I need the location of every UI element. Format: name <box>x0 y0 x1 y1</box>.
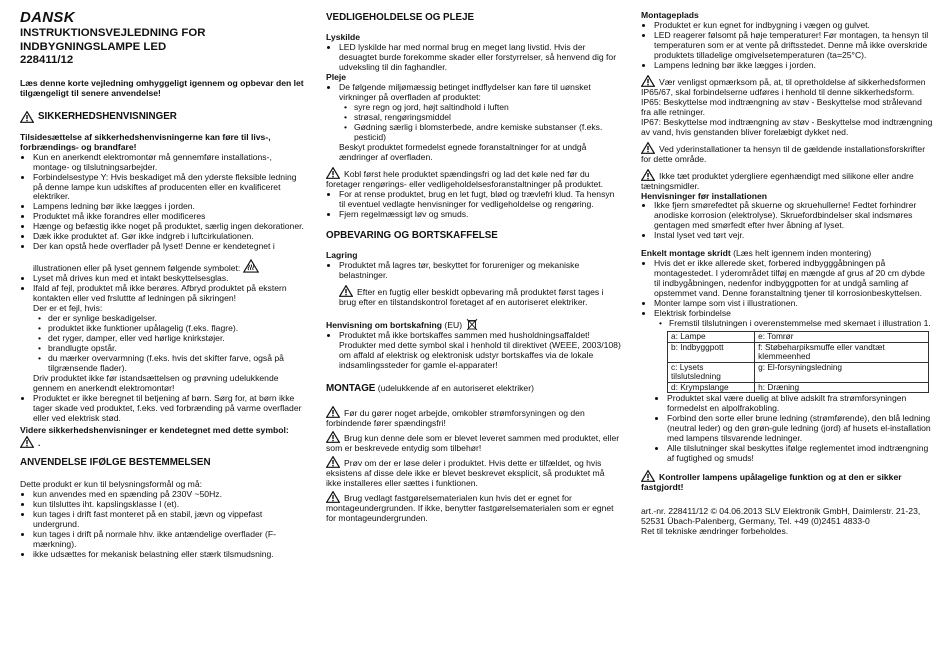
list-item: • kun tages i drift fast monteret på en stabil, jævn og vippefast undergrund. <box>33 510 308 530</box>
warning-icon <box>326 431 340 443</box>
warning-icon <box>641 470 655 482</box>
table-row <box>668 342 929 362</box>
storage-heading: OPBEVARING OG BORTSKAFFELSE <box>326 229 498 241</box>
steps-dash-list <box>641 319 933 329</box>
ip-warning-text: Vær venligst opmærksom på, at, til opretholdelse af sikkerhedsformen IP65/67, skal forbindelserne udføres i henhold til denne sikkerhedsform. <box>641 76 926 97</box>
list-item: • Kun en anerkendt elektromontør må gennemføre installations-, montage- og tilslutningsarbejder. <box>33 153 308 173</box>
list-item: • Lyset må drives kun med et intakt beskyttelsesglas. <box>33 274 308 284</box>
table-cell: c: Lysets tilslutsledning <box>668 362 755 382</box>
warning-icon <box>641 75 655 87</box>
list-item: • Produktet er kun egnet for indbygning i vægen og gulvet. <box>654 21 933 31</box>
disposal-region: (EU) <box>444 320 463 330</box>
fault-line: Der er et fejl, hvis: <box>33 303 103 314</box>
place-list <box>641 21 933 71</box>
list-item: • Hænge og befæstig ikke noget på produktet, særlig ingen dekorationer. <box>33 222 308 232</box>
list-item: • Fjern regelmæssigt løv og smuds. <box>339 210 622 220</box>
table-cell: a: Lampe <box>668 332 755 343</box>
further-safety: Videre sikkerhedshenvisninger er kendetegnet med dette symbol: . <box>20 424 289 448</box>
montage-warning-text: Før du gører noget arbejde, omkobler strømforsyningen og den forbindende fører spændingsfri! <box>326 408 585 429</box>
list-item: • Produktet må ikke forandres eller modificeres <box>33 212 308 222</box>
list-item: • ikke udsættes for mekanisk belastning eller stærk tilsmudsning. <box>33 550 308 560</box>
before-list <box>641 201 933 241</box>
imprint-line: 52531 Übach-Palenberg, Germany, Tel. +49 (0)2451 4833-0 <box>641 515 870 526</box>
silicone-warning <box>641 169 933 192</box>
hot-surface-text-2: illustrationen eller på lyset gennem følgende symbolet: <box>33 263 241 274</box>
warning-icon <box>326 491 340 503</box>
list-item <box>33 242 308 274</box>
lightsource-subheading: Lyskilde <box>326 32 361 43</box>
list-item: • Dæk ikke produktet af. Gør ikke indgreb i luftcirkulationen. <box>33 232 308 242</box>
montage-heading <box>326 383 622 394</box>
list-item: • kun tages i drift på normale hhv. ikke antændelige overflader (F-mærkning). <box>33 530 308 550</box>
table-row <box>668 382 929 393</box>
title-line-1: INSTRUKTIONSVEJLEDNING FOR <box>20 27 206 40</box>
list-item: • De følgende miljømæssig betinget indflydelser kan føre til uønsket virkninger på overfladen af produktet: <box>339 83 622 103</box>
final-warning-text: Kontroller lampens upålagelige funktion og at den er sikker fastgjordt! <box>641 472 902 493</box>
care-list <box>326 83 622 103</box>
list-item: • Forbindelsestype Y: Hvis beskadiget må den yderste fleksible ledning på denne lampe kun udskiftes af producenten eller en kvalificeret elektriker. <box>33 173 308 203</box>
table-cell: d: Krympslange <box>668 382 755 393</box>
table-row <box>668 332 929 343</box>
montage-warning <box>326 456 622 489</box>
intro-text: Læs denne korte vejledning omhyggeligt igennem og opbevar den let tilgængeligt til senere anvendelse! <box>20 77 304 98</box>
safety-heading <box>20 111 308 123</box>
list-item: • du mærker overvarmning (f.eks. hvis det skifter farve, også på tilgrænsende flader). <box>48 354 308 374</box>
title-line-2: INDBYGNINGSLAMPE LED <box>20 40 167 53</box>
column-right <box>641 11 933 537</box>
use-list <box>20 490 308 560</box>
list-item: • produktet ikke funktioner upålagelig (f.eks. flagre). <box>48 324 308 334</box>
safety-list <box>20 153 308 305</box>
steps-list <box>641 259 933 319</box>
list-item: • Monter lampe som vist i illustrationen. <box>654 299 933 309</box>
further-safety-text: Videre sikkerhedshenvisninger er kendetegnet med dette symbol: <box>20 424 289 435</box>
ip67-text: IP67: Beskyttelse mod indtrængning av støv - Beskyttelse mod indtrængning av vand, hvis genstanden bliver forelæbigt dykket ned. <box>641 116 933 137</box>
wiring-legend-table <box>667 331 929 393</box>
table-cell: g: El-forsyningsledning <box>755 362 929 382</box>
list-item: • Instal lyset ved tørt vejr. <box>654 231 933 241</box>
simple-steps-title: Enkelt montage skridt <box>641 248 731 259</box>
care-warning <box>326 167 622 190</box>
hot-surface-text: Der kan opstå hede overflader på lyset! Denne er kendetegnet i <box>33 241 275 252</box>
care-dash-list <box>326 103 622 143</box>
montage-warning <box>326 431 622 454</box>
use-intro: Dette produkt er kun til belysningsformål og må: <box>20 479 202 490</box>
warning-icon <box>641 142 655 154</box>
list-item: • For at rense produktet, brug en let fugt, blød og trævlefri klud. Ta hensyn til eventuel vedlagte henvisninger for vedligeholdelse og rengøring. <box>339 190 622 210</box>
table-cell: f: Støbeharpiksmuffe eller vandtæt klemmeenhed <box>755 342 929 362</box>
before-subheading: Henvisninger før installationen <box>641 190 768 201</box>
language-heading: DANSK <box>20 9 75 26</box>
warning-icon <box>20 436 34 448</box>
list-item: • Gødning særlig i blomsterbede, andre kemiske substanser (f.eks. pesticid) <box>354 123 622 143</box>
list-item: • syre regn og jord, højt saltindhold i luften <box>354 103 622 113</box>
imprint-line: art.-nr. 228411/12 © 04.06.2013 SLV Elektronik GmbH, Daimlerstr. 21-23, <box>641 506 921 516</box>
safety-heading-text: SIKKERHEDSHENVISNINGER <box>38 110 177 122</box>
warning-icon <box>20 111 34 123</box>
table-cell: e: Tomrør <box>755 332 929 343</box>
warning-icon <box>339 285 353 297</box>
montage-warning <box>326 491 622 524</box>
table-row <box>668 362 929 382</box>
list-item: • kun tilsluttes iht. kapslingsklasse I (et). <box>33 500 308 510</box>
use-heading: ANVENDELSE IFØLGE BESTEMMELSEN <box>20 456 211 468</box>
montage-note: (udelukkende af en autoriseret elektriker) <box>377 382 534 393</box>
list-item: • LED lyskilde har med normal brug en meget lang livstid. Hvis der desuagtet burde forekomme skader eller forstyrrelser, så henvend dig for udveksling til din faghandler. <box>339 43 622 73</box>
list-item: • Produktet må lagres tør, beskyttet for forureniger og mekaniske belastninger. <box>339 261 622 281</box>
imprint <box>641 507 933 537</box>
list-item: • Lampens ledning bør ikke lægges i jorden. <box>33 202 308 212</box>
montage-warning-text: Brug kun denne dele som er blevet leveret sammen med produktet, eller som er beskrevede entydig som tilbehør! <box>326 433 620 454</box>
hot-surface-icon <box>243 259 259 273</box>
table-cell: b: Indbyggpott <box>668 342 755 362</box>
list-item: • Elektrisk forbindelse <box>654 309 933 319</box>
list-item: • Ikke fjern smørefedtet på skuerne og skruehullerne! Fedtet forhindrer anodiske korrosion (elektrolyse). Skruefordbindelser skal indsmøres gentagen med smørfedt efter hver åbning af lyset. <box>654 201 933 231</box>
table-cell: h: Dræning <box>755 382 929 393</box>
warning-icon <box>326 406 340 418</box>
list-item: • Fremstil tilslutningen i overenstemmelse med skemaet i illustration 1. <box>669 319 933 329</box>
list-item: • Hvis det er ikke allerede sket, forbered indbygggåbningen på montagestedet. I yderområdet tilføj en mængde af grus af 20 cm dybde til indbygåbningen, nedenfor indbyggpotten for at undgå samling af opstemmet vand. Denne foranstaltning tjener til korrosionbeskyttelsen. <box>654 259 933 299</box>
final-warning <box>641 470 933 493</box>
care-warning-text: Kobl først hele produktet spændingsfri og lad det køle ned før du foretager rengørings- eller vedligeholdelsesforanstaltninger på produktet. <box>326 168 604 189</box>
list-item: • Alle tilslutninger skal beskyttes ifølge reglementet imod indtrængning af fugtighed og smuds! <box>667 444 933 464</box>
safety-subheading: Tilsidesættelse af sikkerhedshenvisningerne kan føre til livs-, forbrændings- og brandfare! <box>20 131 271 152</box>
storage-subheading: Lagring <box>326 250 358 261</box>
care-list-2 <box>326 190 622 220</box>
column-left <box>20 0 308 560</box>
list-item: • det ryger, damper, eller ved hørlige knirkstøjer. <box>48 334 308 344</box>
list-item: • kun anvendes med en spænding på 230V ~50Hz. <box>33 490 308 500</box>
care-subheading: Pleje <box>326 72 347 83</box>
storage-warning <box>326 285 622 308</box>
fault-after: Driv produktet ikke før istandsættelsen og prøvning udelukkende gennem en anerkendt elektromontør! <box>33 372 279 393</box>
montage-heading-text: MONTAGE <box>326 382 376 394</box>
care-after: Beskyt produktet formedelst egnede foranstaltninger for at undgå ændringer af overfladen. <box>339 142 587 162</box>
disposal-subheading-text: Henvisning om bortskafning <box>326 320 443 330</box>
list-item: • LED reagerer følsomt på høje temperaturer! Før montagen, ta hensyn til temperaturen som er at vente på driftsstedet. Denne må ikke overskride produktets tilladelige omgivelsetemperaturen (ta=25°C). <box>654 31 933 61</box>
disposal-list <box>326 331 622 371</box>
column-middle <box>326 12 622 524</box>
warning-icon <box>326 167 340 179</box>
article-number: 228411/12 <box>20 53 74 66</box>
list-item: • Ifald af fejl, produktet må ikke berøres. Afbryd produktet på ekstern kontakten eller ved frsluttte af ledningen på sikringen! <box>33 284 308 304</box>
warning-icon <box>641 169 655 181</box>
connection-list <box>641 394 933 464</box>
list-item: • Lampens ledning bør ikke lægges i jorden. <box>654 61 933 71</box>
montage-warning <box>326 406 622 429</box>
children-list <box>20 394 308 424</box>
care-heading: VEDLIGEHOLDELSE OG PLEJE <box>326 12 475 23</box>
simple-steps-note: (Læs helt igennem inden montering) <box>733 248 872 259</box>
install-warning <box>641 142 933 165</box>
storage-warning-text: Efter en fugtig eller beskidt opbevaring må produktet først tages i brug efter en tilstandskontrol foretaget af en autoriseret elektriker. <box>339 287 604 308</box>
montage-warning-text: Prøv om der er løse deler i produktet. Hvis dette er tilfældet, og hvis eksistens af disse dele ikke er blevet beskrevet eksplicit, så produktet må ikke installeres eller sættes i funktionen. <box>326 458 605 489</box>
warning-icon <box>326 456 340 468</box>
montage-warning-text: Brug vedlagt fastgørelsematerialen kun hvis det er egnet for montageundergrunden. If ikke, benytter fastgørelsematerialen som er egnet for montageundergrunden. <box>326 493 614 523</box>
fault-list <box>20 314 308 374</box>
ip-warning <box>641 75 933 98</box>
silicone-warning-text: Ikke tæt produktet ydergliere egenhændigt med silikone eller andre tætningsmidler. <box>641 170 914 191</box>
list-item: • Forbind den sorte eller brune ledning (strømførende), den blå ledning (neutral leder) og den grøn-gule ledning (jord) af husets el-installation med lampens tilsvarende ledninger. <box>667 414 933 444</box>
doc-title <box>20 27 308 66</box>
list-item: • der er synlige beskadigelser. <box>48 314 308 324</box>
storage-list <box>326 261 622 281</box>
place-subheading: Montageplads <box>641 10 699 20</box>
lightsource-list <box>326 43 622 73</box>
ip65-text: IP65: Beskyttelse mod indtrængning av støv - Beskyttelse mod strålevand fra alle retninger. <box>641 96 922 117</box>
list-item: • Produktet må ikke bortskaffes sammen med husholdningsaffaldet! Produkter med dette symbol skal i henhold til direktivet (WEEE, 2003/108) om affald af elektrisk og elektronisk udstyr bortskaffes via de lokale indsamlingssteder for gamle el-apparater! <box>339 331 622 371</box>
list-item: • strøsal, rengøringsmiddel <box>354 113 622 123</box>
list-item: • brandlugte opstår. <box>48 344 308 354</box>
imprint-line: Ret til tekniske ændringer forbeholdes. <box>641 525 789 536</box>
list-item: • Produktet skal være duelig at blive adskilt fra strømforsyningen formedelst en alpolfrakobling. <box>667 394 933 414</box>
install-warning-text: Ved yderinstallationer ta hensyn til de gældende installationsforskrifter for dette område. <box>641 143 926 164</box>
list-item: • Produktet er ikke beregnet til betjening af børn. Sørg for, at børn ikke tager skade ved produktet, f.eks. ved forbrænding på varme overflader eller ved elektrisk stød. <box>33 394 308 424</box>
